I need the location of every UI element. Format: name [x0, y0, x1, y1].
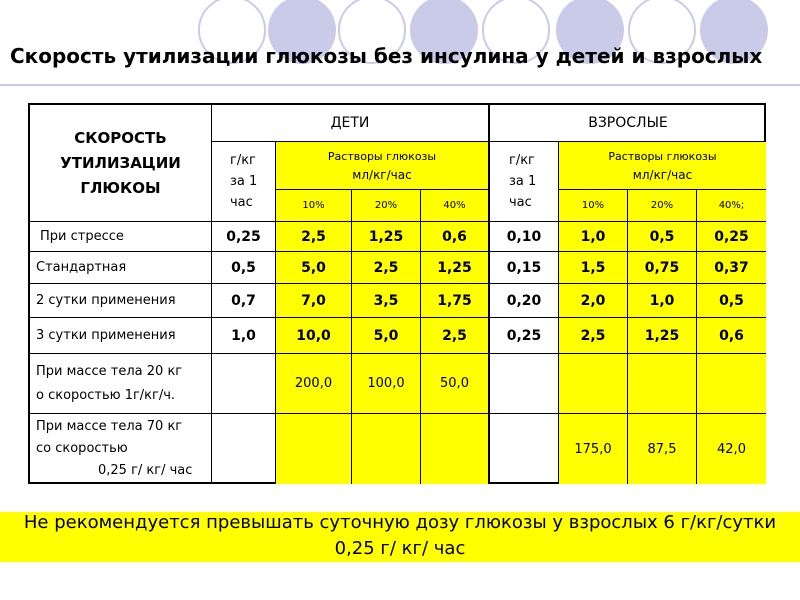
table-cell: 0,15 [490, 252, 559, 284]
adults-gkg-header: г/кг за 1 час [490, 142, 559, 222]
children-solutions-header: Растворы глюкозы мл/кг/час [276, 142, 490, 190]
table-cell [276, 414, 352, 484]
table-cell [421, 414, 490, 484]
row-header-title: СКОРОСТЬ УТИЛИЗАЦИИ ГЛЮКОЫ [30, 105, 212, 222]
table-cell: 5,0 [352, 318, 421, 354]
row-label: При стрессе [30, 222, 212, 252]
table-cell: 2,5 [421, 318, 490, 354]
table-cell: 0,7 [212, 284, 276, 318]
table-cell: 2,5 [559, 318, 628, 354]
table-cell: 100,0 [352, 354, 421, 414]
row-label: Стандартная [30, 252, 212, 284]
table-cell: 0,5 [628, 222, 697, 252]
table-cell: 0,75 [628, 252, 697, 284]
table-cell: 7,0 [276, 284, 352, 318]
recommendation-text: Не рекомендуется превышать суточную дозу глюкозы у взрослых 6 г/кг/сутки [23, 512, 777, 533]
adults-pct-10: 10% [559, 190, 628, 222]
table-cell: 0,5 [697, 284, 766, 318]
table-cell [352, 414, 421, 484]
children-pct-10: 10% [276, 190, 352, 222]
table-cell: 2,5 [276, 222, 352, 252]
table-cell: 50,0 [421, 354, 490, 414]
table-cell: 10,0 [276, 318, 352, 354]
table-cell: 0,25 [697, 222, 766, 252]
glucose-utilization-table [28, 103, 766, 484]
row-label: 3 сутки применения [30, 318, 212, 354]
table-cell: 1,25 [352, 222, 421, 252]
table-cell: 87,5 [628, 414, 697, 484]
table-cell: 42,0 [697, 414, 766, 484]
table-cell: 1,0 [212, 318, 276, 354]
row-label: При массе тела 20 кг о скоростью 1г/кг/ч. [30, 354, 212, 414]
row-label: 2 сутки применения [30, 284, 212, 318]
table-cell [628, 354, 697, 414]
table-cell: 3,5 [352, 284, 421, 318]
adults-solutions-header: Растворы глюкозы мл/кг/час [559, 142, 766, 190]
adults-pct-20: 20% [628, 190, 697, 222]
children-group-header: ДЕТИ [212, 105, 490, 142]
title-divider [0, 84, 800, 86]
table-cell: 0,5 [212, 252, 276, 284]
table-cell [559, 354, 628, 414]
table-cell: 1,0 [559, 222, 628, 252]
table-cell: 0,37 [697, 252, 766, 284]
table-cell: 2,5 [352, 252, 421, 284]
table-cell: 0,10 [490, 222, 559, 252]
table-cell [697, 354, 766, 414]
children-pct-40: 40% [421, 190, 490, 222]
adults-group-header: ВЗРОСЛЫЕ [490, 105, 766, 142]
table-cell [490, 414, 559, 484]
table-cell: 1,25 [628, 318, 697, 354]
table-cell [212, 354, 276, 414]
page-title: Скорость утилизации глюкозы без инсулина у детей и взрослых [10, 44, 763, 68]
table-cell: 1,5 [559, 252, 628, 284]
table-cell: 1,0 [628, 284, 697, 318]
table-cell [490, 354, 559, 414]
table-cell: 0,6 [421, 222, 490, 252]
table-cell: 1,25 [421, 252, 490, 284]
table-cell: 0,25 [490, 318, 559, 354]
children-gkg-header: г/кг за 1 час [212, 142, 276, 222]
table-cell: 5,0 [276, 252, 352, 284]
table-cell: 0,6 [697, 318, 766, 354]
table-cell: 0,20 [490, 284, 559, 318]
adults-pct-40: 40%; [697, 190, 766, 222]
table-cell: 1,75 [421, 284, 490, 318]
table-cell: 200,0 [276, 354, 352, 414]
recommendation-rate: 0,25 г/ кг/ час [334, 538, 466, 559]
table-cell: 2,0 [559, 284, 628, 318]
children-pct-20: 20% [352, 190, 421, 222]
table-cell: 0,25 [212, 222, 276, 252]
table-cell [212, 414, 276, 484]
row-label: При массе тела 70 кг со скоростью 0,25 г/ кг/ час [30, 414, 212, 484]
table-cell: 175,0 [559, 414, 628, 484]
